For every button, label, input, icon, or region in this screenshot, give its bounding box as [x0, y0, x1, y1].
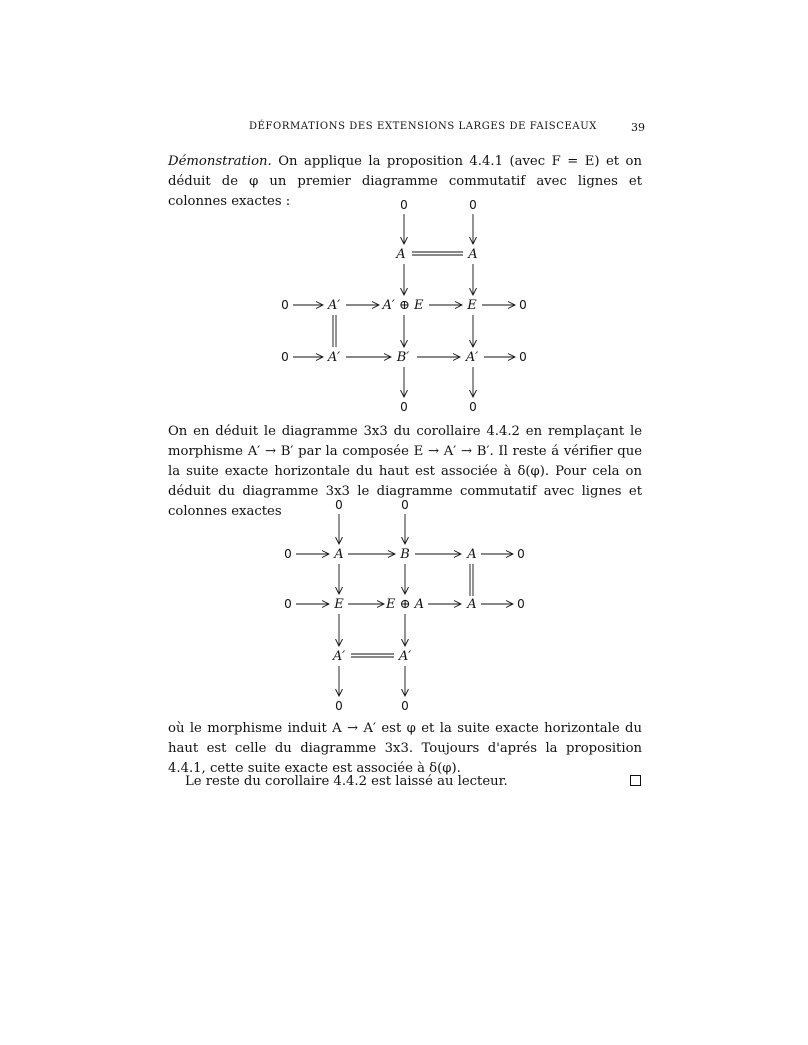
d1-zero-bottom-right: 0 [469, 400, 477, 414]
d1-zero-top-right: 0 [469, 198, 477, 212]
diagram-1 [281, 198, 527, 414]
paragraph-2: On en déduit le diagramme 3x3 du corollaire 4.4.2 en remplaçant le morphisme A′ → B′ par la composée E → A′ → B′. Il reste á vérifier que la suite exacte horizontale du haut est associée à δ(φ). Pour cela on déduit du diagramme 3x3 le diagramme commutatif avec lignes et colonnes exactes [168, 424, 642, 519]
d2-node-A-row1: A [334, 547, 344, 562]
running-title: DÉFORMATIONS DES EXTENSIONS LARGES DE FAISCEAUX [249, 121, 597, 132]
d1-zero-row3-left: 0 [281, 350, 289, 364]
d2-node-Aprime-left: A′ [332, 649, 346, 664]
d2-zero-row1-left: 0 [284, 547, 292, 561]
d1-node-E: E [467, 298, 477, 313]
paragraph-3: où le morphisme induit A → A′ est φ et la suite exacte horizontale du haut est celle du diagramme 3x3. Toujours d'aprés la proposition 4.4.1, cette suite exacte est associée à δ(φ). [168, 721, 642, 776]
d2-node-A-row1-right: A [467, 547, 477, 562]
d2-node-E: E [334, 597, 344, 612]
d1-node-Aprime-row3-left: A′ [327, 350, 341, 365]
d1-zero-row3-right: 0 [519, 350, 527, 364]
d2-zero-bottom-left: 0 [335, 699, 343, 713]
d1-zero-bottom-left: 0 [400, 400, 408, 414]
d1-node-A-left: A [396, 247, 406, 262]
d1-zero-row2-left: 0 [281, 298, 289, 312]
d2-node-A-row2-right: A [467, 597, 477, 612]
d2-zero-row2-right: 0 [517, 597, 525, 611]
d1-zero-row2-right: 0 [519, 298, 527, 312]
d2-node-Aprime-right: A′ [398, 649, 412, 664]
d2-node-E-oplus-A: E ⊕ A [385, 597, 425, 612]
paragraph-1-text: On applique la proposition 4.4.1 (avec F = E) et on déduit de φ un premier diagramme commutatif avec lignes et colonnes exactes : [168, 154, 642, 209]
d1-node-Aprime-row2: A′ [327, 298, 341, 313]
paragraph-4: Le reste du corollaire 4.4.2 est laissé au lecteur. [185, 774, 508, 789]
d2-node-B: B [400, 547, 410, 562]
d1-node-Aprime-oplus-E: A′ ⊕ E [382, 298, 424, 313]
d2-zero-row2-left: 0 [284, 597, 292, 611]
qed-square-icon [630, 775, 641, 786]
d2-zero-top-left: 0 [335, 498, 343, 512]
d1-node-Aprime-row3-right: A′ [465, 350, 479, 365]
d2-zero-top-right: 0 [401, 498, 409, 512]
d1-node-A-right: A [468, 247, 478, 262]
page-number: 39 [631, 121, 645, 134]
demonstration-label: Démonstration. [168, 154, 272, 169]
d2-zero-row1-right: 0 [517, 547, 525, 561]
d1-node-Bprime: B′ [396, 350, 410, 365]
d1-zero-top-left: 0 [400, 198, 408, 212]
diagram-2 [284, 498, 525, 713]
d2-zero-bottom-right: 0 [401, 699, 409, 713]
